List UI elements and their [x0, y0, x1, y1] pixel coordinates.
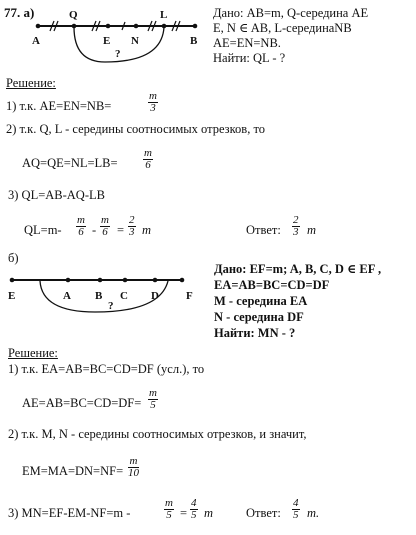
step-3-equation: QL=m-: [24, 223, 62, 237]
step-1-text: 1) т.к. EA=AB=BC=CD=DF (усл.), то: [8, 362, 205, 376]
equals-sign: =: [117, 223, 125, 237]
step-2-text: 2) т.к. Q, L - середины соотносимых отрезков, то: [6, 122, 266, 136]
point-label-a: A: [63, 290, 71, 302]
point-label-e: E: [103, 35, 111, 47]
fraction-m-3: $\frac{m}{3}$: [149, 90, 157, 114]
given-line: Дано: EF=m; A, B, C, D ∈ EF ,: [214, 262, 382, 276]
answer-variable: m.: [307, 506, 320, 520]
answer-fraction: $\frac{2}{3}$: [293, 214, 299, 238]
given-line: N - середина DF: [214, 310, 304, 324]
given-line: Дано: AB=m, Q-середина AE: [213, 6, 369, 20]
given-line: AE=EN=NB.: [213, 36, 281, 50]
find-line: Найти: MN - ?: [214, 326, 296, 340]
fraction-4-5: $\frac{4}{5}$: [191, 497, 197, 521]
step-2-text: 2) т.к. M, N - середины соотносимых отрезков, и значит,: [8, 427, 307, 441]
step-1-text: 1) т.к. AE=EN=NB=: [6, 99, 112, 113]
minus-sign: -: [92, 223, 97, 237]
point-label-l: L: [160, 9, 168, 21]
step-1-equation: AE=AB=BC=CD=DF=: [22, 396, 142, 410]
solution-title: Решение:: [6, 76, 56, 90]
fraction-m-6: $\frac{m}{6}$: [101, 214, 109, 238]
point-label-b: B: [190, 35, 198, 47]
fraction-2-3: $\frac{2}{3}$: [129, 214, 135, 238]
equals-sign: =: [180, 506, 188, 520]
answer-label: Ответ:: [246, 223, 281, 237]
given-line: E, N ∈ AB, L-серединаNB: [213, 21, 352, 35]
fraction-m-5: $\frac{m}{5}$: [149, 387, 157, 411]
step-3-equation: 3) MN=EF-EM-NF=m -: [8, 506, 131, 520]
fraction-m-6: $\frac{m}{6}$: [77, 214, 85, 238]
fraction-m-5: $\frac{m}{5}$: [165, 497, 173, 521]
answer-fraction: $\frac{4}{5}$: [293, 497, 299, 521]
step-2-equation: EM=MA=DN=NF=: [22, 464, 124, 478]
point-label-f: F: [186, 290, 193, 302]
given-line: M - середина EA: [214, 294, 308, 308]
question-mark-a: ?: [115, 48, 121, 60]
given-line: EA=AB=BC=CD=DF: [214, 278, 330, 292]
point-label-b: B: [95, 290, 103, 302]
point-label-q: Q: [69, 9, 78, 21]
point-label-e: E: [8, 290, 16, 302]
arc-mn: [40, 281, 168, 312]
variable-m: m: [142, 223, 152, 237]
answer-variable: m: [307, 223, 317, 237]
point-label-n: N: [131, 35, 139, 47]
step-2-equation: AQ=QE=NL=LB=: [22, 156, 118, 170]
step-3-text: 3) QL=AB-AQ-LB: [8, 188, 105, 202]
variable-m: m: [204, 506, 214, 520]
answer-label: Ответ:: [246, 506, 281, 520]
solution-title: Решение:: [8, 346, 58, 360]
problem-number: 77. а): [4, 5, 35, 20]
point-label-c: C: [120, 290, 128, 302]
find-line: Найти: QL - ?: [213, 51, 286, 65]
point-label-d: D: [151, 290, 159, 302]
part-b-label: б): [8, 251, 19, 265]
fraction-m-6: $\frac{m}{6}$: [144, 147, 152, 171]
question-mark-b: ?: [108, 300, 114, 312]
fraction-m-10: $\frac{m}{10}$: [128, 455, 139, 479]
point-label-a: A: [32, 35, 40, 47]
